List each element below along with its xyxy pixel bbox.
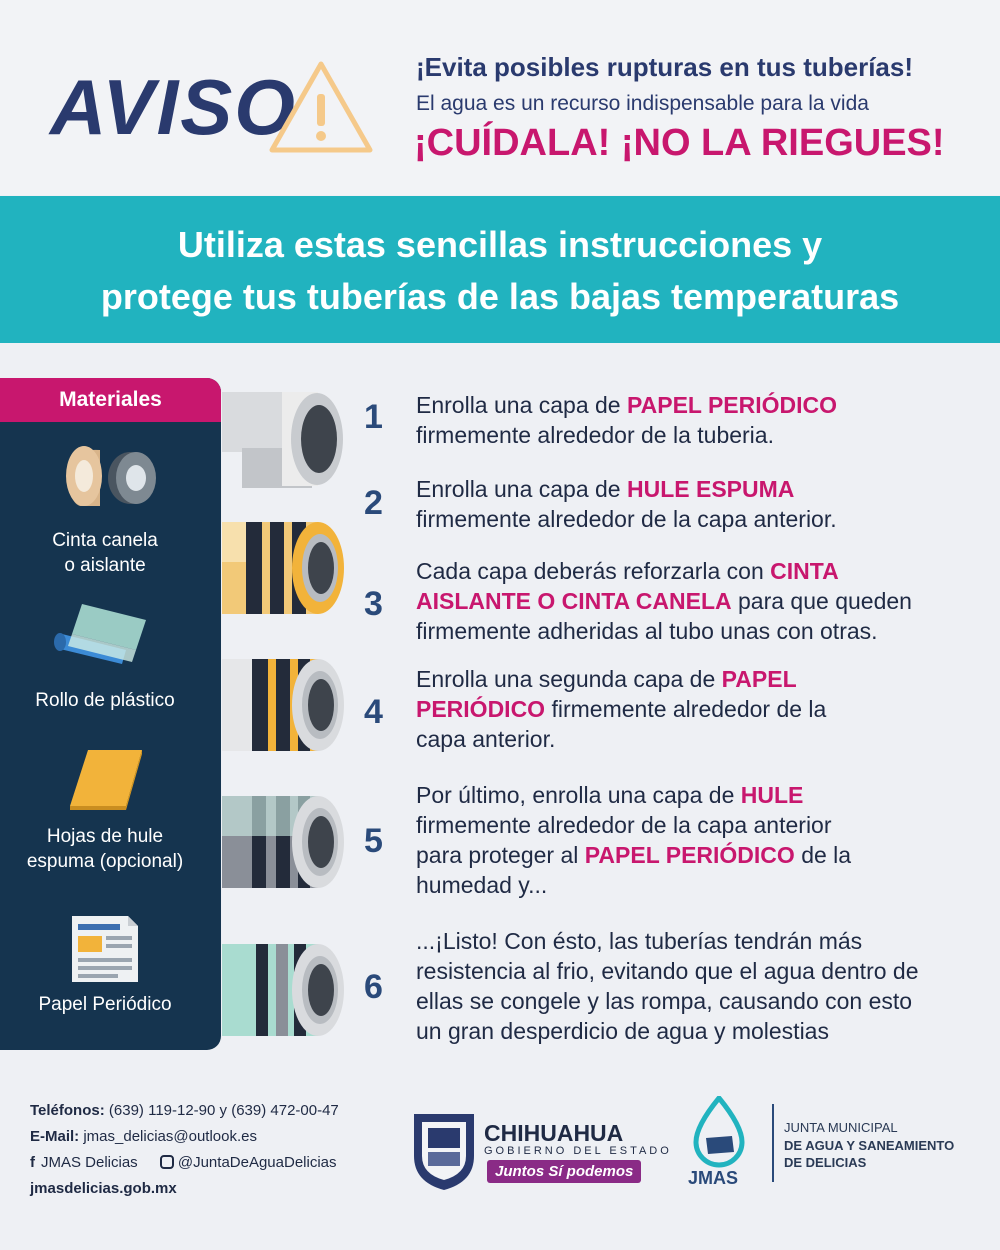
step-text-5: Por último, enrolla una capa de HULE firmemente alrededor de la capa anterior para proteger al PAPEL PERIÓDICO de la humedad y...	[416, 782, 852, 898]
instagram-icon	[160, 1155, 174, 1169]
headline-agua: El agua es un recurso indispensable para la vida	[416, 92, 869, 115]
step-text-4: Enrolla una segunda capa de PAPEL PERIÓDICO firmemente alrededor de la capa anterior.	[416, 666, 827, 752]
materials-panel	[0, 378, 221, 1050]
headline-cuidala: ¡CUÍDALA! ¡NO LA RIEGUES!	[414, 122, 945, 164]
step-text-1: Enrolla una capa de PAPEL PERIÓDICO firmemente alrededor de la tuberia.	[416, 392, 838, 448]
aviso-title: AVISO	[50, 63, 297, 151]
gov-title: CHIHUAHUA	[484, 1120, 624, 1146]
foam-sheet-icon	[66, 746, 146, 812]
step-number-3: 3	[364, 585, 383, 623]
org-line-3: DE DELICIAS	[784, 1155, 867, 1170]
gov-subtitle: GOBIERNO DEL ESTADO	[484, 1145, 672, 1157]
warning-icon	[266, 58, 376, 158]
footer-website	[30, 1180, 177, 1197]
step-number-2: 2	[364, 484, 383, 522]
jmas-wordmark: JMAS	[688, 1168, 739, 1188]
pipe-step-1-icon	[222, 388, 352, 488]
material-label-plastic: Rollo de plástico	[35, 690, 175, 711]
instructions-banner	[0, 196, 1000, 343]
logo-divider	[772, 1104, 774, 1182]
pipe-step-4-icon	[222, 655, 352, 755]
step-text-2: Enrolla una capa de HULE ESPUMA firmemente alrededor de la capa anterior.	[416, 476, 837, 532]
material-label-tape: Cinta canela o aislante	[52, 530, 158, 576]
footer-email: E-Mail: jmas_delicias@outlook.es	[30, 1128, 257, 1145]
material-label-newspaper: Papel Periódico	[38, 994, 172, 1015]
org-line-2: DE AGUA Y SANEAMIENTO	[784, 1138, 955, 1153]
pipe-step-2-icon	[222, 518, 352, 618]
tape-icon	[60, 440, 160, 510]
pipe-step-5-icon	[222, 792, 352, 892]
jmas-drop-icon	[688, 1096, 750, 1168]
step-text-6: ...¡Listo! Con ésto, las tuberías tendrán más resistencia al frio, evitando que el agua dentro de ellas se congele y las rompa, causando con esto un gran desperdicio de agua y molestias	[416, 928, 919, 1044]
facebook-icon: f	[30, 1154, 35, 1171]
website-link[interactable]: jmasdelicias.gob.mx	[30, 1180, 177, 1197]
email-link[interactable]: jmas_delicias@outlook.es	[79, 1128, 257, 1145]
material-label-foam: Hojas de hule espuma (opcional)	[26, 826, 184, 872]
pipe-step-6-icon	[222, 940, 352, 1040]
gov-slogan: Juntos Sí podemos	[487, 1160, 641, 1183]
banner-line-2: protege tus tuberías de las bajas temperaturas	[100, 276, 900, 317]
step-text-3: Cada capa deberás reforzarla con CINTA AISLANTE O CINTA CANELA para que queden firmemente adheridas al tubo unas con otras.	[416, 558, 912, 644]
plastic-roll-icon	[52, 600, 152, 680]
step-number-5: 5	[364, 822, 383, 860]
org-line-1: JUNTA MUNICIPAL	[784, 1120, 898, 1135]
footer-phones: Teléfonos: (639) 119-12-90 y (639) 472-00-47	[30, 1102, 339, 1119]
banner-line-1: Utiliza estas sencillas instrucciones y	[177, 224, 823, 265]
headline-evita: ¡Evita posibles rupturas en tus tuberías!	[416, 52, 913, 82]
step-number-1: 1	[364, 398, 383, 436]
step-number-6: 6	[364, 968, 383, 1006]
chihuahua-shield-icon	[410, 1110, 478, 1192]
step-number-4: 4	[364, 693, 383, 731]
facebook-link[interactable]: JMAS Delicias	[41, 1154, 138, 1171]
footer-social	[30, 1154, 337, 1171]
instagram-link[interactable]: @JuntaDeAguaDelicias	[177, 1154, 337, 1171]
materials-title: Materiales	[0, 378, 221, 422]
newspaper-icon	[68, 912, 142, 986]
